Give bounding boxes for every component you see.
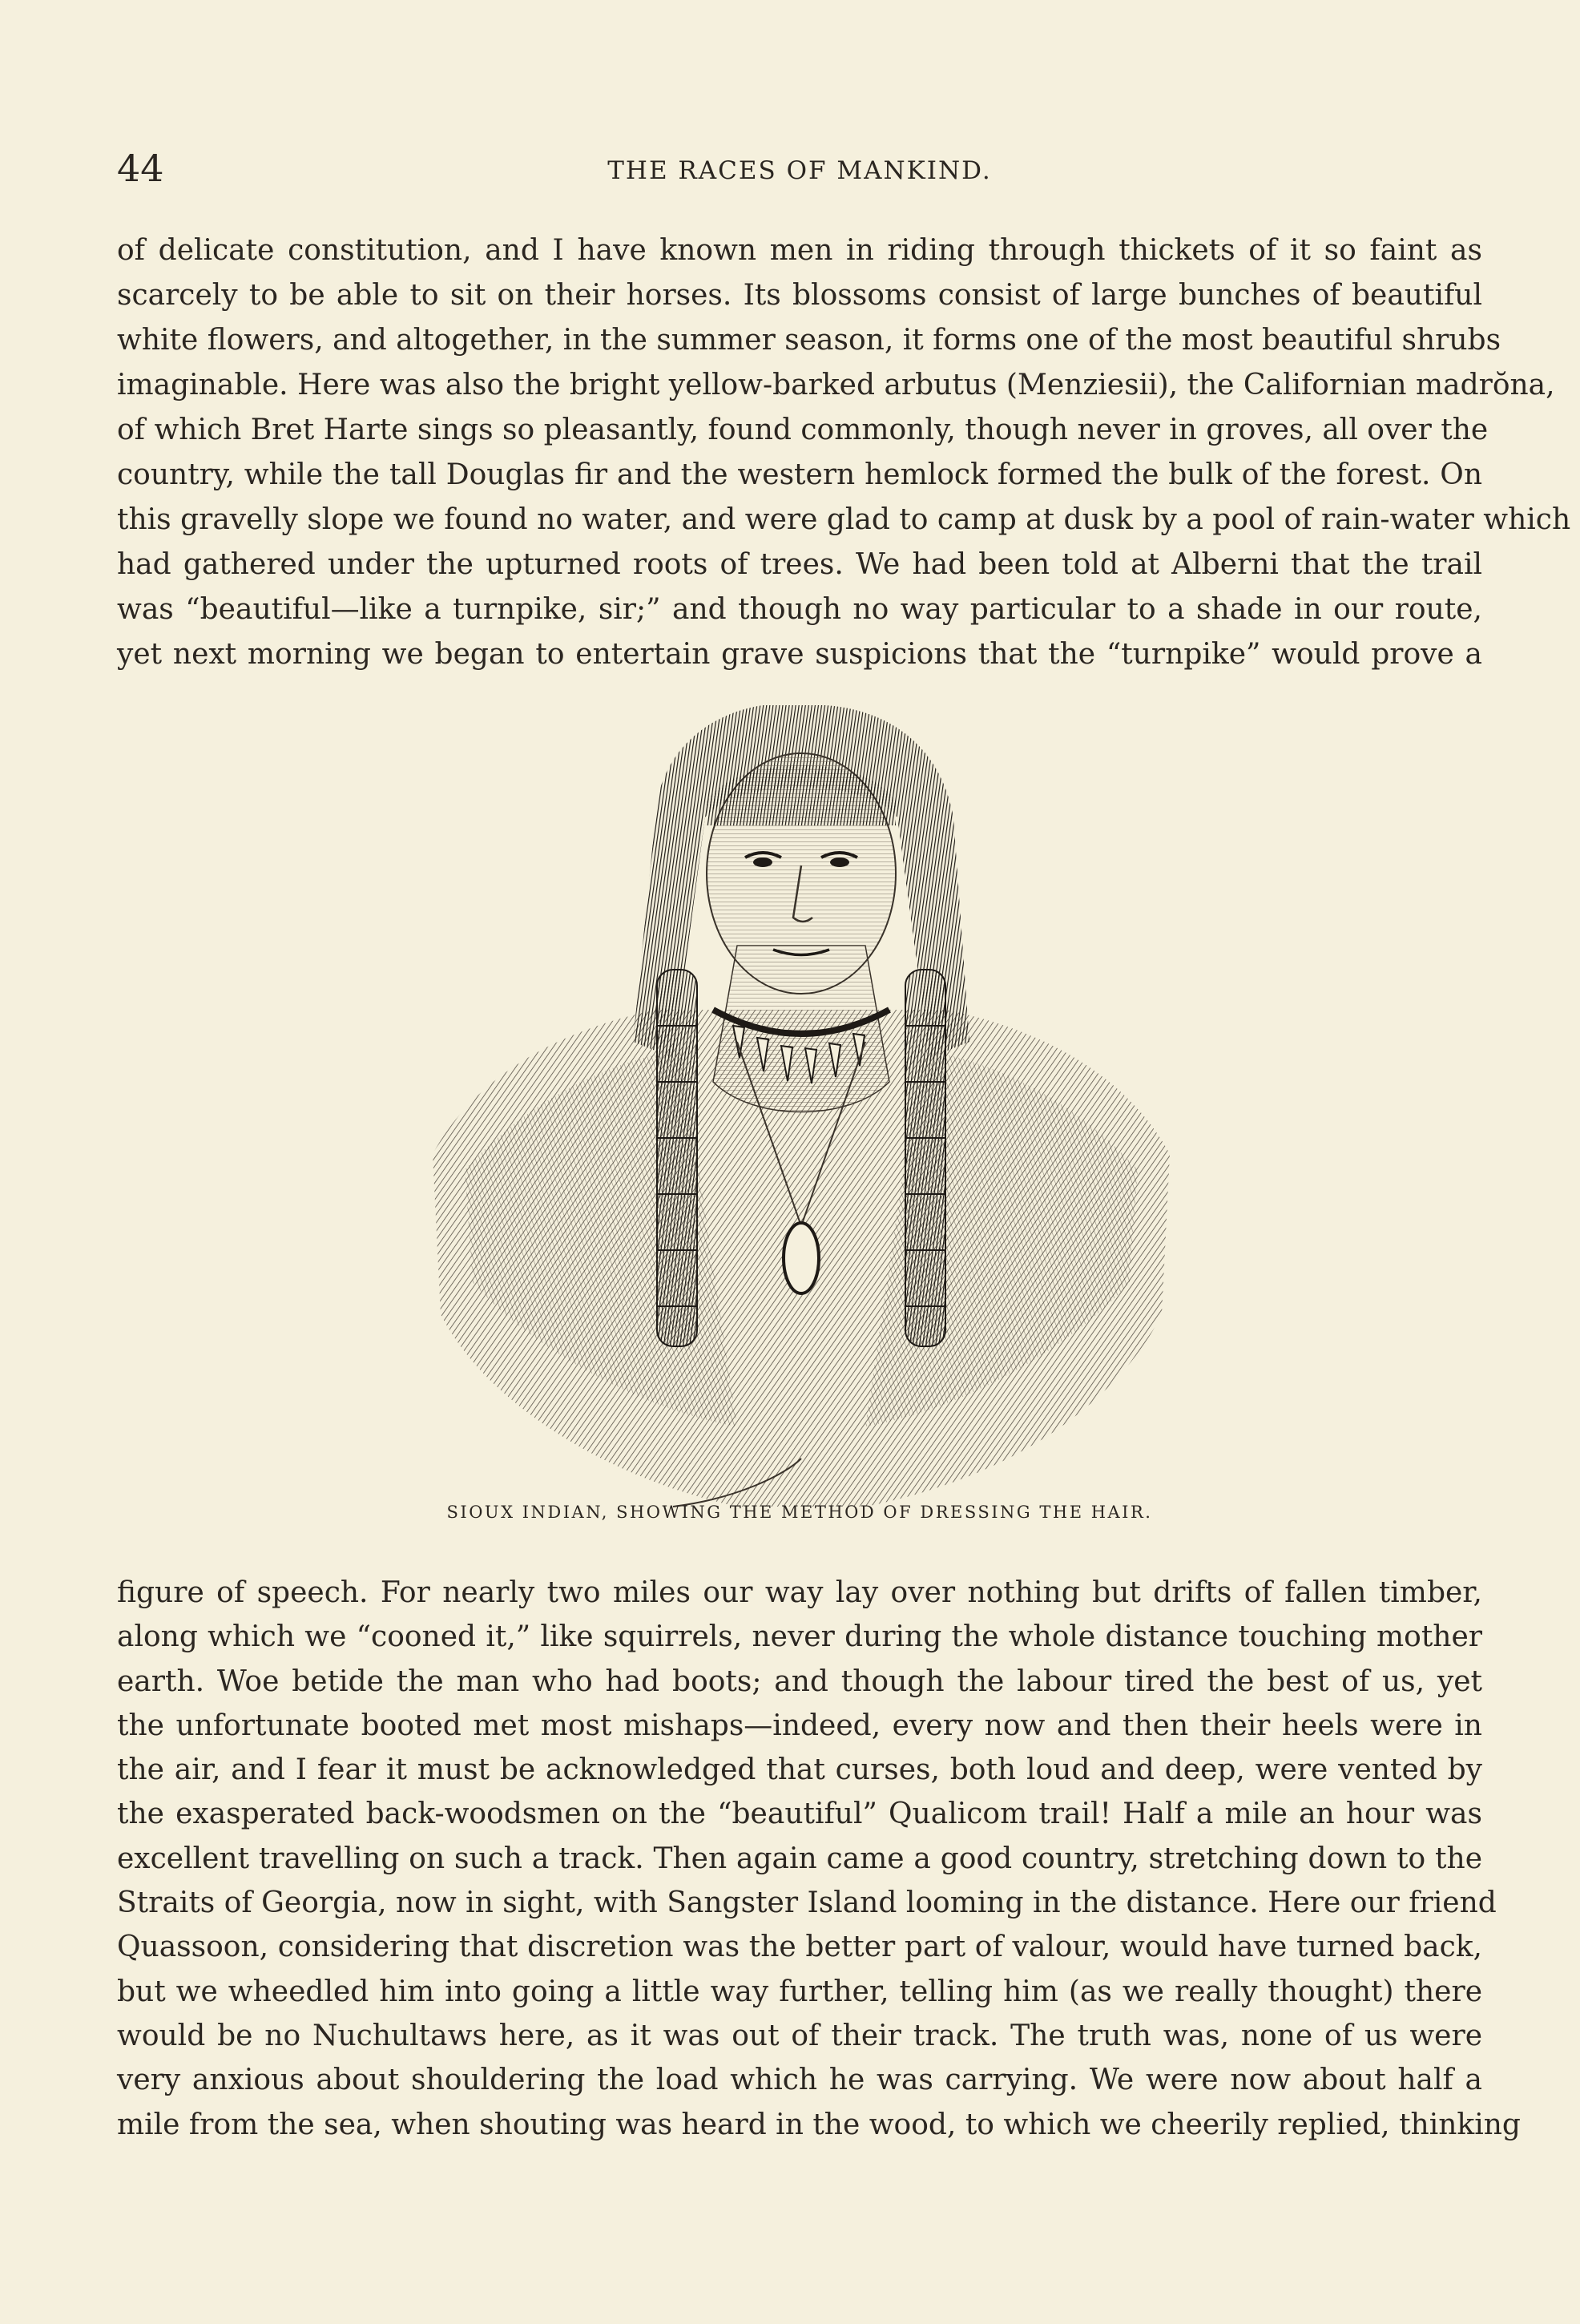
text-line: figure of speech. For nearly two miles our way lay over nothing but drifts of fallen timber, bbox=[117, 1576, 1482, 1609]
text-line: mile from the sea, when shouting was heard in the wood, to which we cheerily replied, thinking bbox=[117, 2108, 1521, 2141]
engraving-illustration bbox=[417, 705, 1186, 1515]
text-line: the unfortunate booted met most mishaps—indeed, every now and then their heels were in bbox=[117, 1709, 1482, 1742]
text-line: had gathered under the upturned roots of trees. We had been told at Alberni that the trail bbox=[117, 548, 1482, 581]
body-text-top bbox=[117, 228, 1571, 677]
text-line: was “beautiful—like a turnpike, sir;” and though no way particular to a shade in our route, bbox=[117, 593, 1482, 626]
text-line: yet next morning we began to entertain grave suspicions that the “turnpike” would prove a bbox=[117, 638, 1482, 671]
text-line: Quassoon, considering that discretion was the better part of valour, would have turned back, bbox=[117, 1931, 1482, 1964]
text-line: of which Bret Harte sings so pleasantly, found commonly, though never in groves, all over the bbox=[117, 414, 1489, 446]
text-line: imaginable. Here was also the bright yellow-barked arbutus (Menziesii), the Californian madrŏna, bbox=[117, 369, 1555, 401]
text-line: the air, and I fear it must be acknowledged that curses, both loud and deep, were vented by bbox=[117, 1753, 1482, 1787]
page-header bbox=[117, 144, 1482, 200]
text-line: excellent travelling on such a track. Then again came a good country, stretching down to the bbox=[117, 1842, 1482, 1875]
text-line: earth. Woe betide the man who had boots; and though the labour tired the best of us, yet bbox=[117, 1664, 1482, 1698]
text-line: of delicate constitution, and I have known men in riding through thickets of it so faint as bbox=[117, 234, 1482, 267]
text-line: white flowers, and altogether, in the summer season, it forms one of the most beautiful shrubs bbox=[117, 324, 1501, 357]
figure-caption: SIOUX INDIAN, SHOWING THE METHOD OF DRESSING THE HAIR. bbox=[446, 1503, 1153, 1522]
text-line: Straits of Georgia, now in sight, with Sangster Island looming in the distance. Here our friend bbox=[117, 1886, 1497, 1920]
running-head: THE RACES OF MANKIND. bbox=[607, 156, 992, 185]
page-number: 44 bbox=[117, 147, 164, 190]
text-line: this gravelly slope we found no water, and were glad to camp at dusk by a pool of rain-water which bbox=[117, 503, 1571, 536]
text-line: country, while the tall Douglas fir and the western hemlock formed the bulk of the forest. On bbox=[117, 458, 1482, 491]
text-line: would be no Nuchultaws here, as it was out of their track. The truth was, none of us were bbox=[117, 2019, 1482, 2052]
text-line: but we wheedled him into going a little way further, telling him (as we really thought) there bbox=[117, 1975, 1482, 2008]
text-line: scarcely to be able to sit on their horses. Its blossoms consist of large bunches of beautiful bbox=[117, 279, 1482, 312]
body-text-bottom bbox=[117, 1571, 1521, 2147]
text-line: the exasperated back-woodsmen on the “beautiful” Qualicom trail! Half a mile an hour was bbox=[117, 1797, 1482, 1831]
portrait-engraving bbox=[417, 705, 1186, 1515]
text-line: very anxious about shouldering the load which he was carrying. We were now about half a bbox=[117, 2064, 1482, 2097]
text-line: along which we “cooned it,” like squirrels, never during the whole distance touching mother bbox=[117, 1620, 1482, 1654]
